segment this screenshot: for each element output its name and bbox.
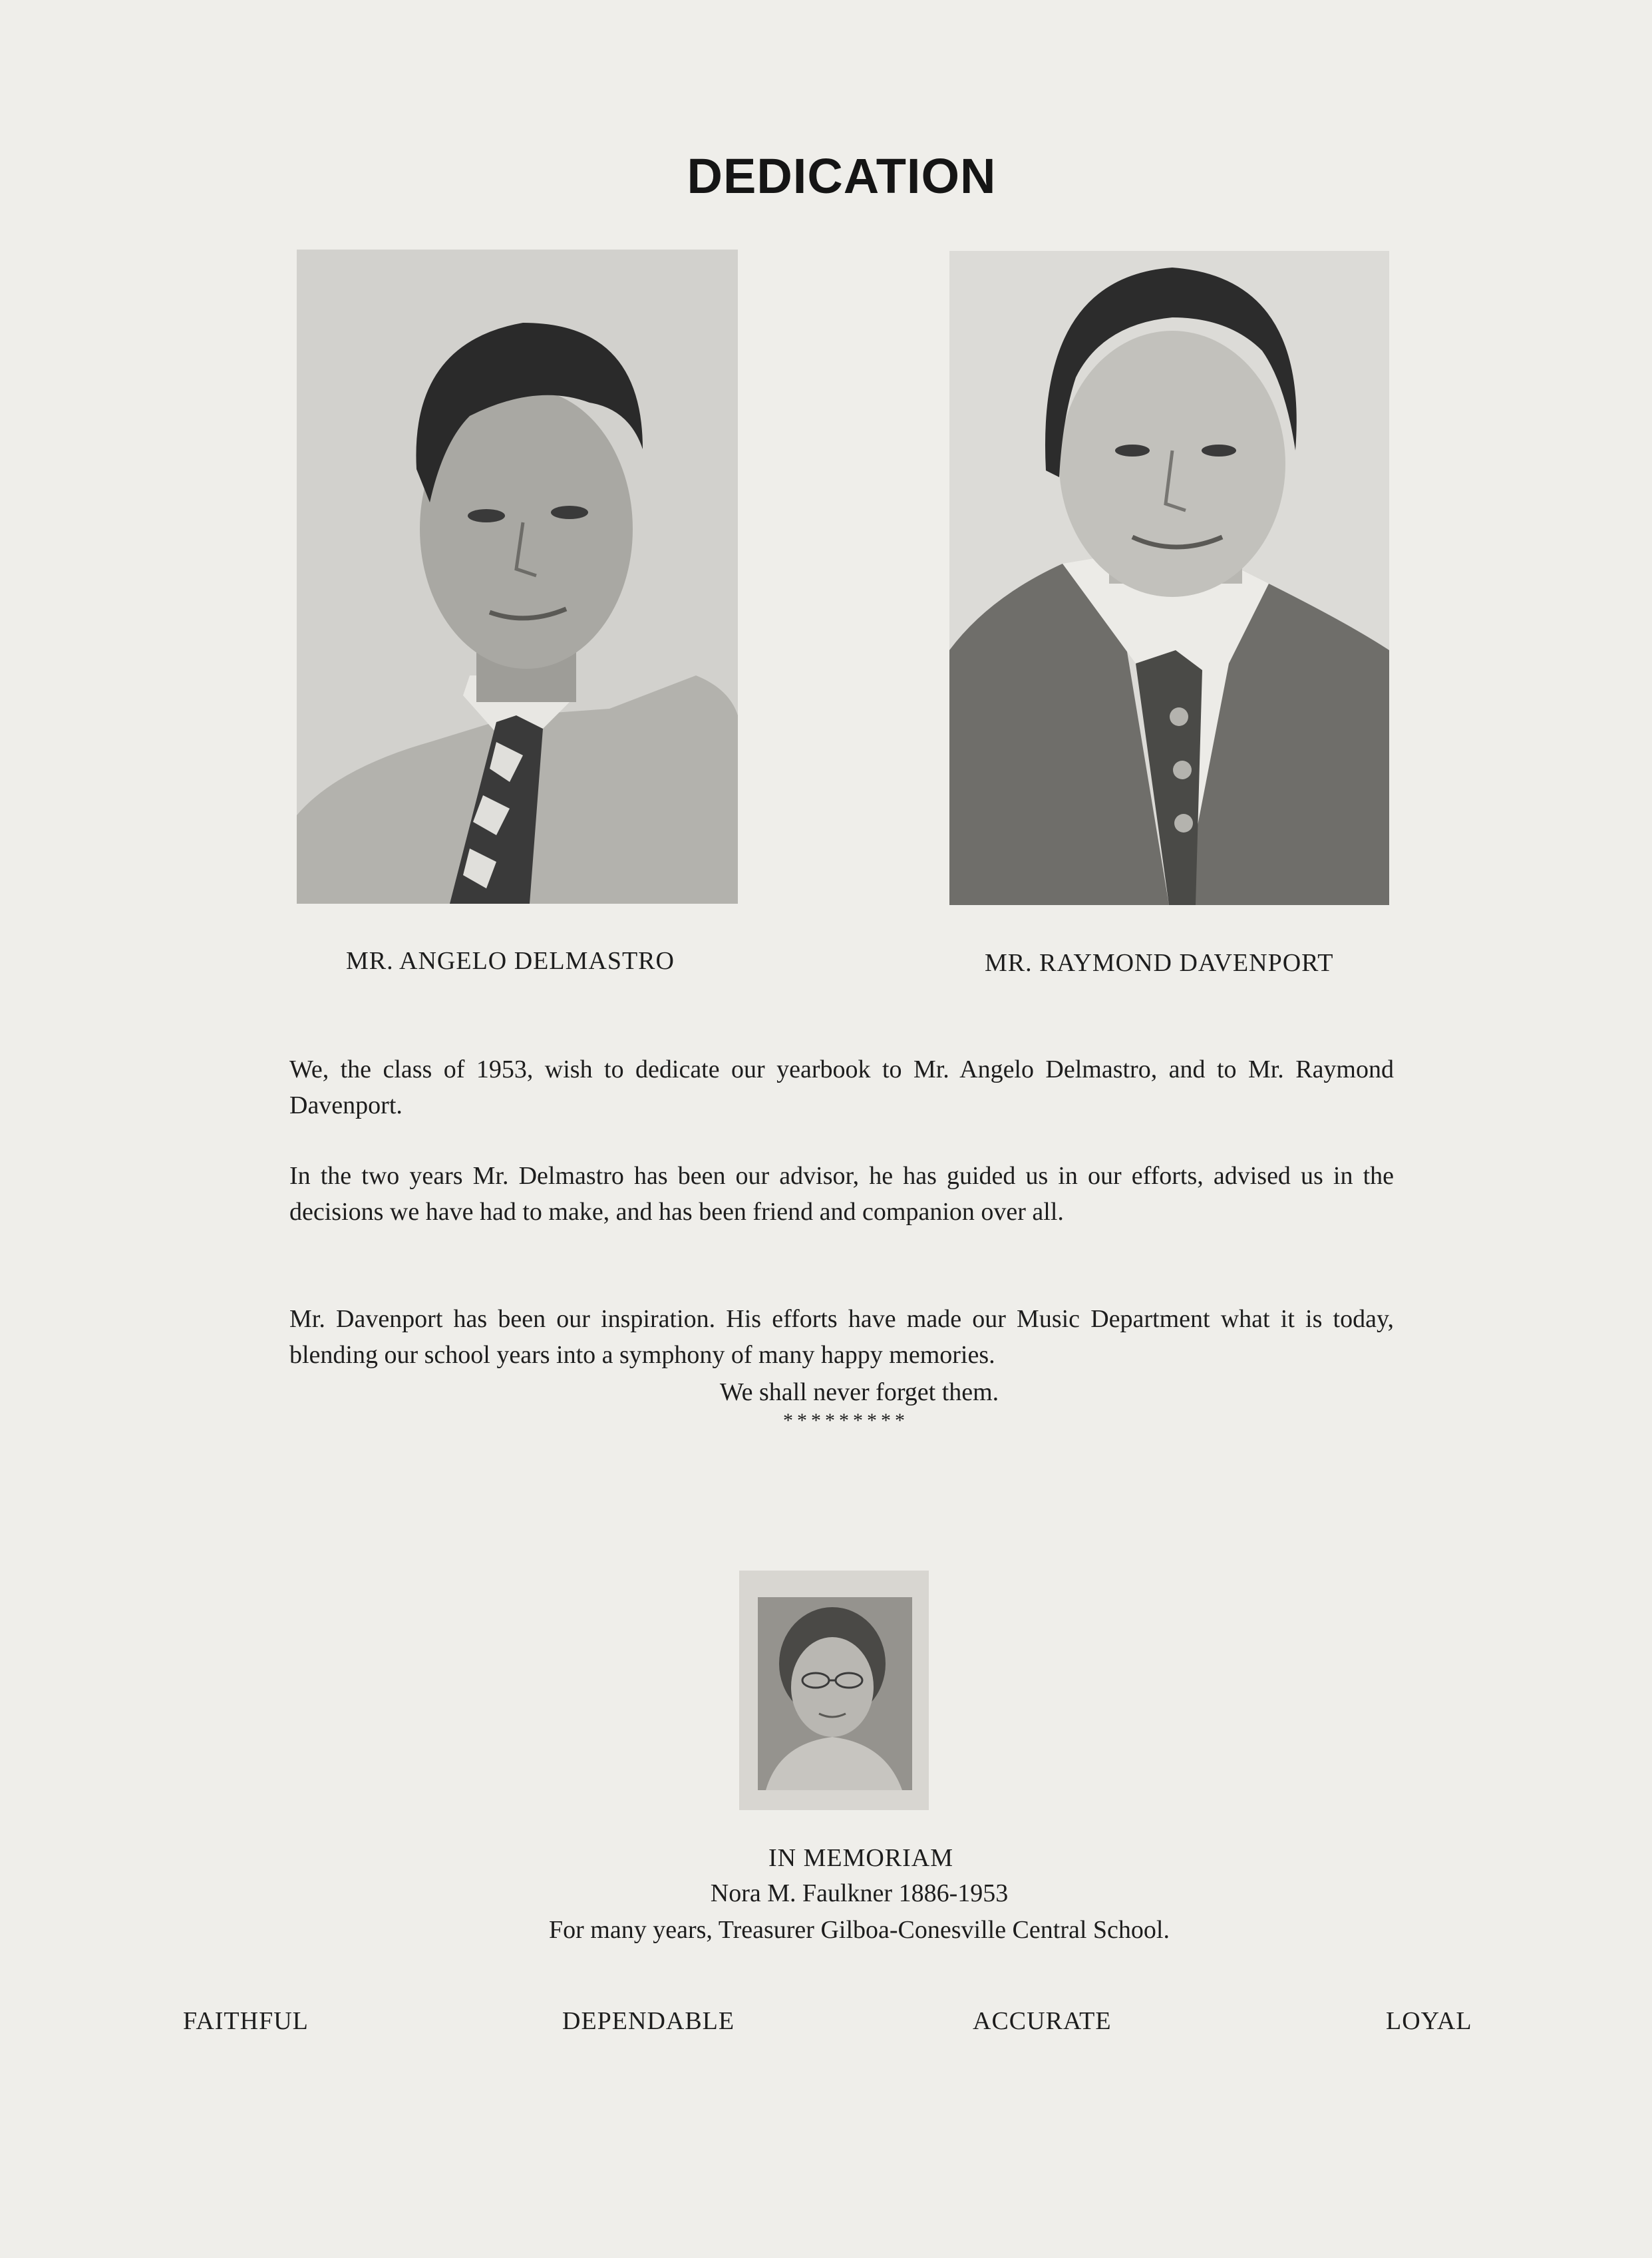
page-title: DEDICATION [687, 148, 997, 204]
memoriam-description: For many years, Treasurer Gilboa-Conesville Central School. [549, 1916, 1170, 1944]
portrait-caption-davenport: MR. RAYMOND DAVENPORT [985, 949, 1334, 977]
memoriam-photo [739, 1571, 929, 1810]
dedication-paragraph-davenport: Mr. Davenport has been our inspiration. His efforts have made our Music Department what it is today, blending our school years into a symphony of many happy memories. [289, 1305, 1394, 1369]
virtue-accurate: ACCURATE [973, 2007, 1112, 2035]
portrait-photo-davenport [949, 251, 1389, 905]
dedication-paragraph-delmastro: In the two years Mr. Delmastro has been our advisor, he has guided us in our efforts, advised us in the decisions we have had to make, and has been friend and companion over all. [289, 1162, 1394, 1226]
memoriam-heading: IN MEMORIAM [768, 1844, 954, 1872]
virtue-dependable: DEPENDABLE [562, 2007, 735, 2035]
dedication-paragraph-intro: We, the class of 1953, wish to dedicate our yearbook to Mr. Angelo Delmastro, and to Mr. Raymond Davenport. [289, 1055, 1394, 1119]
portrait-caption-delmastro: MR. ANGELO DELMASTRO [346, 947, 675, 975]
star-divider: ********* [783, 1410, 909, 1431]
memoriam-name: Nora M. Faulkner 1886-1953 [710, 1879, 1009, 1907]
virtue-loyal: LOYAL [1386, 2007, 1472, 2035]
portrait-photo-delmastro [297, 250, 738, 904]
dedication-closing: We shall never forget them. [719, 1378, 999, 1406]
virtue-faithful: FAITHFUL [183, 2007, 309, 2035]
